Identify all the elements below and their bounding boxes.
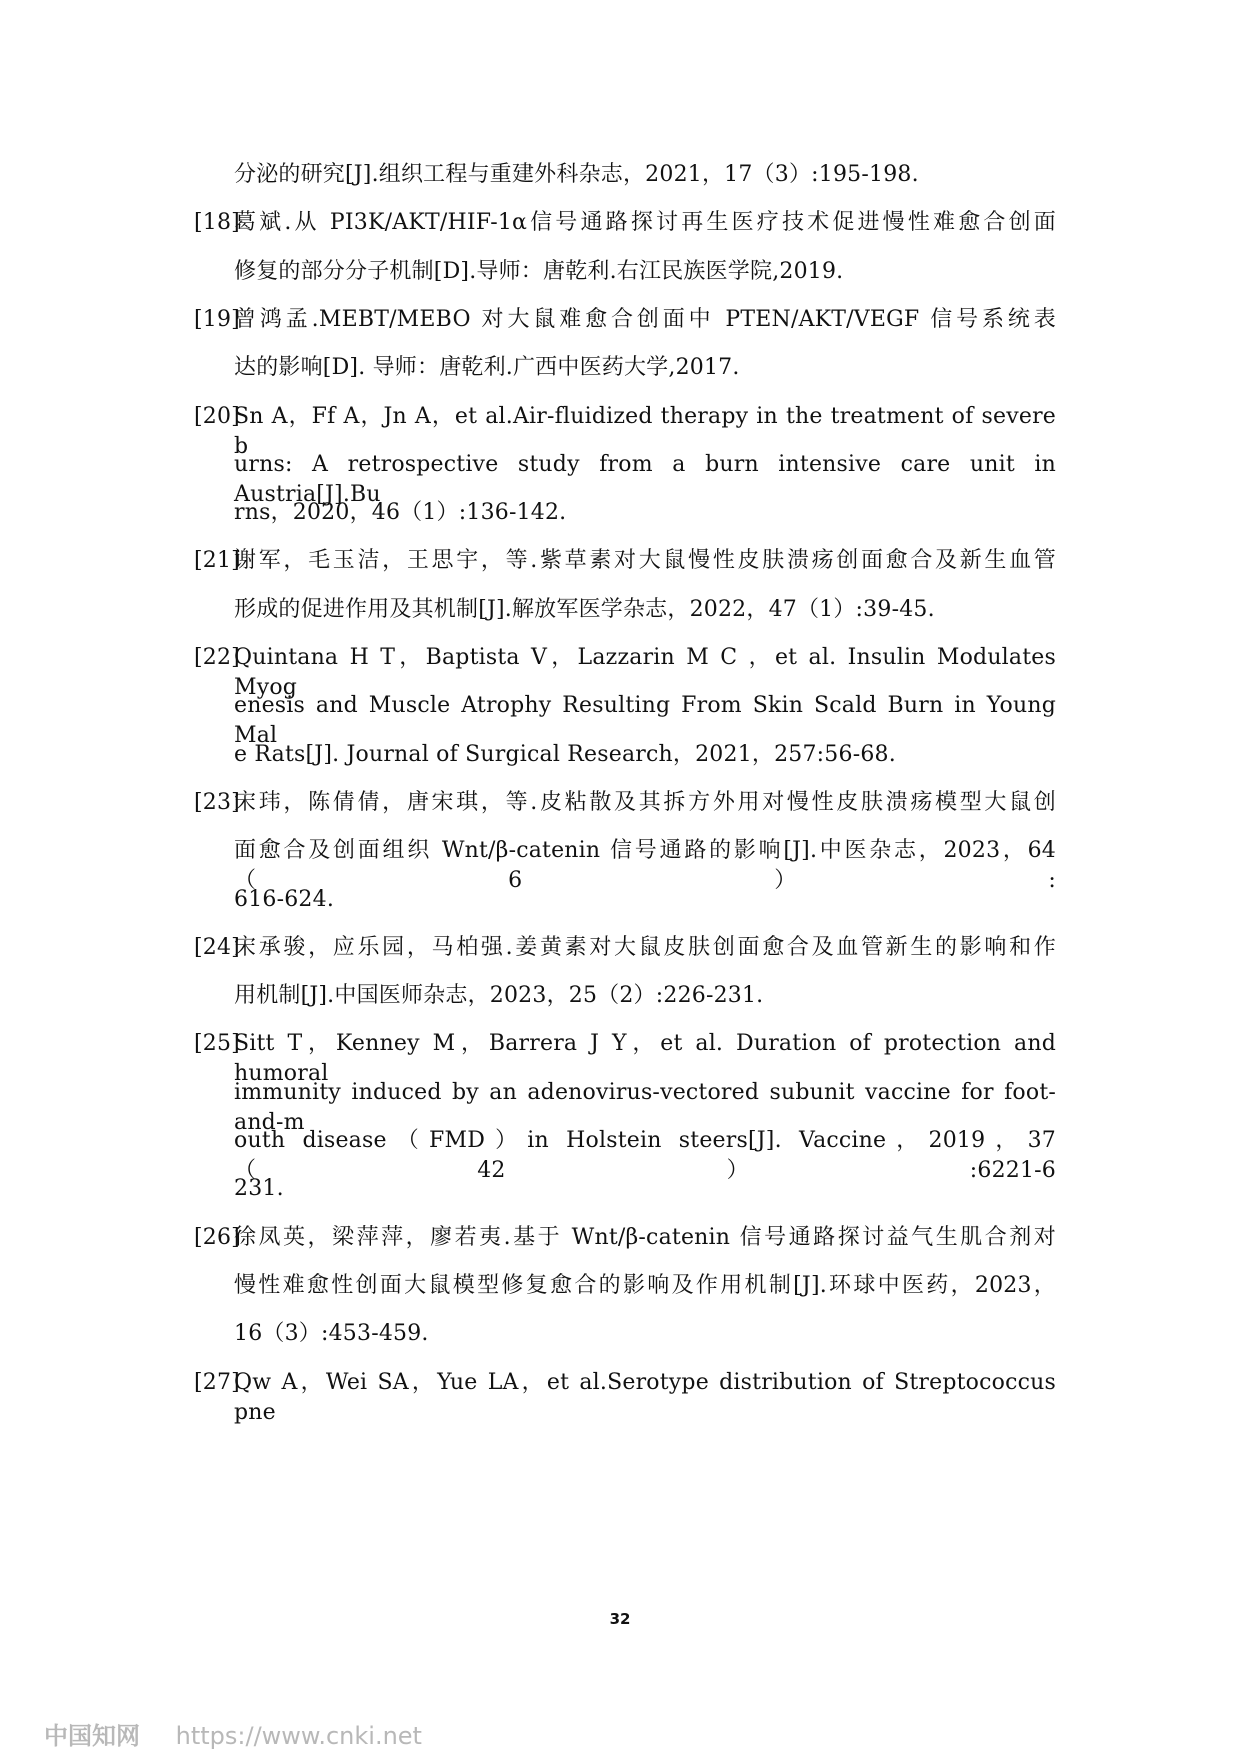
watermark-url: https://www.cnki.net: [175, 1722, 422, 1750]
reference-text: urns: A retrospective study from a burn intensive care unit in Austria[J].Bu: [234, 451, 1056, 507]
reference-text: 达的影响[D]. 导师：唐乾利.广西中医药大学,2017.: [234, 355, 740, 381]
reference-line: [234, 1319, 429, 1349]
reference-line: [234, 740, 896, 770]
reference-line: [194, 208, 1056, 238]
reference-text: e Rats[J]. Journal of Surgical Research，2021，257:56-68.: [234, 741, 896, 767]
reference-number: [23]: [194, 789, 240, 815]
reference-line: [234, 257, 843, 287]
reference-number: [25]: [194, 1031, 240, 1057]
reference-number: [21]: [194, 548, 240, 574]
reference-text: 16（3）:453-459.: [234, 1321, 429, 1347]
reference-text: 分泌的研究[J].组织工程与重建外科杂志，2021，17（3）:195-198.: [234, 162, 919, 187]
reference-line: [234, 353, 740, 383]
reference-number: [19]: [194, 306, 240, 332]
reference-number: [22]: [194, 645, 240, 670]
reference-text: 宋承骏，应乐园，马柏强.姜黄素对大鼠皮肤创面愈合及血管新生的影响和作: [234, 934, 1056, 960]
reference-text: 形成的促进作用及其机制[J].解放军医学杂志，2022，47（1）:39-45.: [234, 596, 935, 622]
reference-line: [234, 498, 566, 528]
reference-number: [24]: [194, 934, 240, 960]
reference-text: 231.: [234, 1176, 284, 1202]
reference-number: [27]: [194, 1369, 240, 1395]
reference-number: [18]: [194, 210, 240, 236]
reference-line: [234, 691, 1056, 749]
reference-text: 徐凤英，梁萍萍，廖若夷.基于 Wnt/β-catenin 信号通路探讨益气生肌合剂对: [234, 1224, 1056, 1250]
reference-line: [234, 450, 1056, 507]
reference-line: [194, 788, 1056, 818]
reference-line: [234, 836, 1056, 894]
reference-text: 曾鸿孟.MEBT/MEBO 对大鼠难愈合创面中 PTEN/AKT/VEGF 信号系统表: [234, 306, 1056, 332]
reference-line: [234, 1078, 1056, 1135]
reference-line: [194, 402, 1056, 459]
reference-text: rns，2020，46（1）:136-142.: [234, 500, 567, 526]
reference-text: immunity induced by an adenovirus-vectored subunit vaccine for foot-and-m: [234, 1079, 1056, 1135]
reference-text: 面愈合及创面组织 Wnt/β-catenin 信号通路的影响[J].中医杂志，2023，64（6）:: [234, 838, 1056, 894]
reference-text: 慢性难愈性创面大鼠模型修复愈合的影响及作用机制[J].环球中医药，2023，: [234, 1272, 1056, 1298]
reference-text: Sn A，Ff A，Jn A，et al.Air-fluidized therapy in the treatment of severe b: [234, 403, 1056, 459]
reference-line: [234, 595, 935, 625]
reference-text: Sitt T，Kenney M，Barrera J Y，et al. Duration of protection and humoral: [234, 1031, 1056, 1087]
watermark-brand: 中国知网: [44, 1722, 140, 1750]
page-number: 32: [609, 1610, 631, 1628]
reference-text: Quintana H T，Baptista V，Lazzarin M C ，et al. Insulin Modulates Myog: [234, 645, 1056, 700]
reference-text: 修复的部分分子机制[D].导师：唐乾利.右江民族医学院,2019.: [234, 258, 844, 284]
reference-line: [234, 160, 919, 190]
reference-line: [234, 981, 763, 1011]
reference-text: enesis and Muscle Atrophy Resulting From Skin Scald Burn in Young Mal: [234, 693, 1056, 749]
reference-line: [234, 1126, 1056, 1183]
reference-number: [20]: [194, 403, 240, 429]
reference-number: [26]: [194, 1224, 240, 1250]
reference-line: [234, 885, 334, 915]
cnki-watermark: [44, 1716, 422, 1751]
reference-line: [234, 1271, 1056, 1301]
reference-line: [194, 1223, 1056, 1253]
reference-text: 谢军，毛玉洁，王思宇，等.紫草素对大鼠慢性皮肤溃疡创面愈合及新生血管: [234, 548, 1056, 574]
reference-text: outh disease（FMD）in Holstein steers[J]. Vaccine，2019，37（42）:6221-6: [234, 1128, 1056, 1183]
reference-line: [194, 643, 1056, 700]
reference-text: 葛斌.从 PI3K/AKT/HIF-1α信号通路探讨再生医疗技术促进慢性难愈合创面: [234, 210, 1056, 236]
reference-text: 用机制[J].中国医师杂志，2023，25（2）:226-231.: [234, 983, 764, 1009]
reference-line: [194, 1368, 1056, 1425]
reference-text: 616-624.: [234, 886, 335, 912]
reference-line: [194, 546, 1056, 576]
reference-line: [194, 933, 1056, 963]
reference-line: [234, 1174, 284, 1204]
reference-line: [194, 1029, 1056, 1087]
reference-text: Qw A，Wei SA，Yue LA，et al.Serotype distribution of Streptococcus pne: [234, 1369, 1056, 1425]
reference-line: [194, 305, 1056, 335]
reference-text: 宋玮，陈倩倩，唐宋琪，等.皮粘散及其拆方外用对慢性皮肤溃疡模型大鼠创: [234, 789, 1056, 815]
